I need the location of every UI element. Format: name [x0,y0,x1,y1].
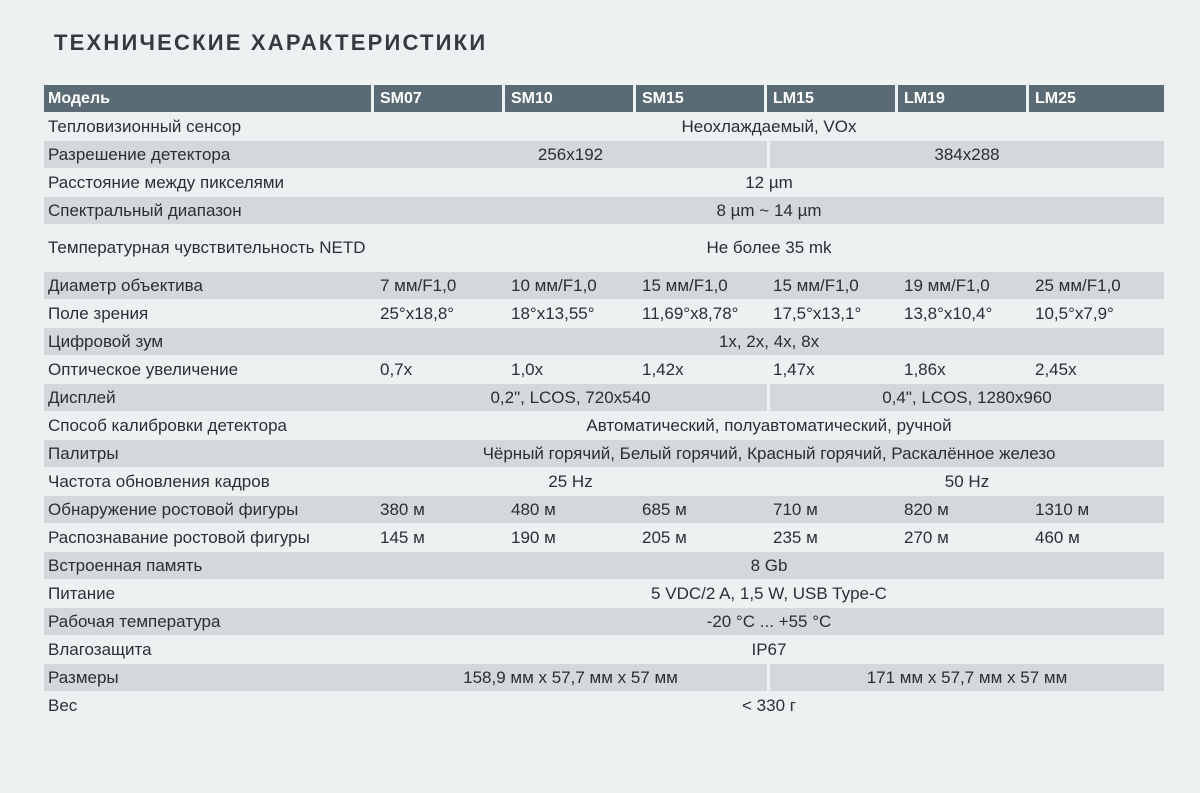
spec-row [44,580,1164,607]
spec-value-cell: 17,5°x13,1° [773,303,862,323]
spec-row [44,524,1164,551]
spec-value-lm: 171 мм x 57,7 мм x 57 мм [767,664,1164,691]
spec-value: IP67 [751,639,787,659]
spec-label: Рабочая температура [44,608,374,635]
spec-value-cell: 7 мм/F1,0 [374,272,505,299]
header-model-lm25: LM25 [1029,85,1164,112]
header-row [44,85,1164,112]
spec-label: Дисплей [44,384,374,411]
spec-value: 12 µm [745,172,793,192]
spec-value-cell: 2,45x [1035,359,1077,379]
spec-value: -20 °C ... +55 °C [374,608,1164,635]
spec-value: 8 Gb [374,552,1164,579]
spec-value-lm: 50 Hz [767,468,1164,495]
spec-value-cell: 15 мм/F1,0 [636,272,767,299]
spec-label: Размеры [44,664,374,691]
spec-value-lm: 384x288 [767,141,1164,168]
spec-row [44,197,1164,224]
spec-value: < 330 г [742,695,796,715]
spec-label: Расстояние между пикселями [48,172,285,192]
spec-value: 1x, 2x, 4x, 8x [374,328,1164,355]
spec-value-cell: 18°x13,55° [511,303,595,323]
spec-row [44,328,1164,355]
spec-label: Палитры [44,440,374,467]
spec-value-cell: 235 м [773,527,818,547]
spec-value-cell: 19 мм/F1,0 [898,272,1029,299]
spec-row [44,300,1164,327]
spec-value-cell: 480 м [505,496,636,523]
spec-value: Чёрный горячий, Белый горячий, Красный горячий, Раскалённое железо [374,440,1164,467]
spec-label: Влагозащита [48,639,152,659]
spec-row [44,384,1164,411]
spec-table [44,84,1164,720]
header-model-label: Модель [44,85,374,112]
spec-value: Неохлаждаемый, VOx [681,116,857,136]
spec-value-sm: 158,9 мм x 57,7 мм x 57 мм [374,664,767,691]
spec-label: Вес [48,695,78,715]
spec-label: Обнаружение ростовой фигуры [44,496,374,523]
spec-row [44,608,1164,635]
header-model-sm07: SM07 [374,85,505,112]
spec-row [44,692,1164,719]
spec-label: Поле зрения [48,303,149,323]
spec-value-cell: 1310 м [1029,496,1164,523]
spec-value-cell: 190 м [511,527,556,547]
spec-row [44,468,1164,495]
spec-value-cell: 460 м [1035,527,1080,547]
spec-value-cell: 1,42x [642,359,684,379]
spec-label: Разрешение детектора [44,141,374,168]
spec-row [44,225,1164,271]
spec-value-cell: 15 мм/F1,0 [767,272,898,299]
header-model-sm10: SM10 [505,85,636,112]
spec-label: Оптическое увеличение [48,359,239,379]
spec-body [44,113,1164,719]
spec-row [44,141,1164,168]
spec-label: Встроенная память [44,552,374,579]
spec-row [44,412,1164,439]
spec-value-sm: 25 Hz [548,471,593,491]
spec-value-cell: 205 м [642,527,687,547]
header-model-sm15: SM15 [636,85,767,112]
spec-row [44,496,1164,523]
spec-value-sm: 256x192 [374,141,767,168]
spec-label: Спектральный диапазон [44,197,374,224]
spec-value-cell: 820 м [898,496,1029,523]
spec-row [44,356,1164,383]
spec-value-cell: 11,69°x8,78° [642,303,739,323]
spec-label: Питание [48,583,116,603]
spec-label: Диаметр объектива [44,272,374,299]
spec-row [44,664,1164,691]
spec-value-cell: 10,5°x7,9° [1035,303,1114,323]
spec-value-cell: 10 мм/F1,0 [505,272,636,299]
spec-value: Не более 35 mk [706,238,832,257]
spec-row [44,272,1164,299]
spec-row [44,169,1164,196]
spec-value-cell: 25 мм/F1,0 [1029,272,1164,299]
spec-value: 5 VDC/2 A, 1,5 W, USB Type-C [651,583,887,603]
spec-label: Тепловизионный сенсор [48,116,242,136]
spec-row [44,440,1164,467]
spec-value-cell: 1,47x [773,359,815,379]
spec-label: Цифровой зум [44,328,374,355]
header-model-lm19: LM19 [898,85,1029,112]
spec-value-cell: 1,0x [511,359,544,379]
spec-value-lm: 0,4", LCOS, 1280x960 [767,384,1164,411]
spec-row [44,113,1164,140]
spec-row [44,552,1164,579]
spec-value-cell: 380 м [374,496,505,523]
header-model-lm15: LM15 [767,85,898,112]
spec-row [44,636,1164,663]
spec-value: Автоматический, полуавтоматический, ручной [586,415,952,435]
spec-label: Температурная чувствительность NETD [48,238,366,257]
spec-value-cell: 0,7x [380,359,413,379]
page-title: ТЕХНИЧЕСКИЕ ХАРАКТЕРИСТИКИ [54,30,488,55]
spec-value-cell: 25°x18,8° [380,303,455,323]
spec-value-cell: 1,86x [904,359,946,379]
spec-label: Способ калибровки детектора [48,415,288,435]
spec-value-sm: 0,2", LCOS, 720x540 [374,384,767,411]
spec-label: Распознавание ростовой фигуры [48,527,310,547]
spec-value: 8 µm ~ 14 µm [374,197,1164,224]
spec-value-cell: 685 м [636,496,767,523]
spec-value-cell: 710 м [767,496,898,523]
spec-label: Частота обновления кадров [48,471,270,491]
spec-value-cell: 13,8°x10,4° [904,303,993,323]
spec-value-cell: 270 м [904,527,949,547]
spec-value-cell: 145 м [380,527,425,547]
